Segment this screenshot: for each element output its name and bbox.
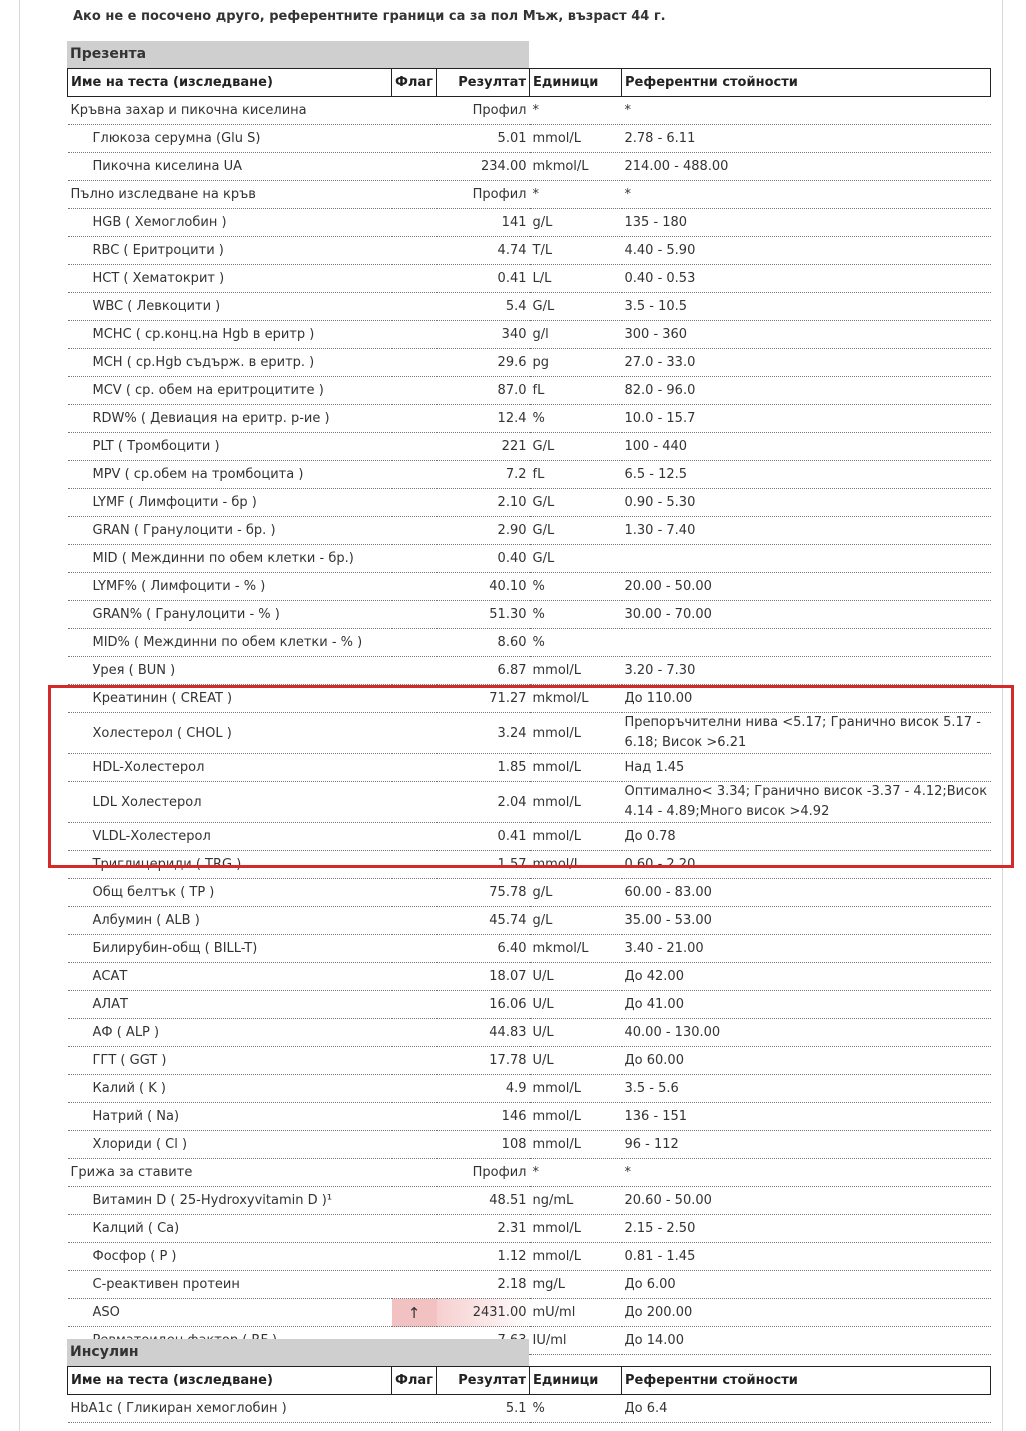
cell-result: 6.87 xyxy=(437,657,530,685)
cell-test-name: Пикочна киселина UA xyxy=(68,153,392,181)
table-row xyxy=(68,265,991,293)
cell-test-name: Витамин D ( 25-Hydroxyvitamin D )¹ xyxy=(68,1187,392,1215)
cell-reference: 0.81 - 1.45 xyxy=(622,1243,991,1271)
cell-test-name: Креатинин ( CREAT ) xyxy=(68,685,392,713)
cell-reference: До 60.00 xyxy=(622,1047,991,1075)
table-row xyxy=(68,851,991,879)
table-header-row xyxy=(68,69,991,97)
cell-test-name: Триглицериди ( TRG ) xyxy=(68,851,392,879)
cell-result: 234.00 xyxy=(437,153,530,181)
cell-result: 1.12 xyxy=(437,1243,530,1271)
high-flag-arrow-icon: ↑ xyxy=(392,1299,437,1327)
cell-result: 45.74 xyxy=(437,907,530,935)
cell-result: 0.41 xyxy=(437,823,530,851)
cell-result: Профил xyxy=(437,1159,530,1187)
cell-reference: До 42.00 xyxy=(622,963,991,991)
table-row xyxy=(68,1271,991,1299)
cell-units: fL xyxy=(530,377,622,405)
cell-result: 2.10 xyxy=(437,489,530,517)
cell-result: 4.9 xyxy=(437,1075,530,1103)
cell-result: 71.27 xyxy=(437,685,530,713)
cell-flag xyxy=(392,125,437,153)
table-row xyxy=(68,489,991,517)
table-row xyxy=(68,321,991,349)
cell-test-name: MID% ( Междинни по обем клетки - % ) xyxy=(68,629,392,657)
cell-flag xyxy=(392,181,437,209)
cell-units: % xyxy=(530,573,622,601)
table-row xyxy=(68,935,991,963)
cell-test-name: Кръвна захар и пикочна киселина xyxy=(68,97,392,125)
table-row xyxy=(68,405,991,433)
cell-reference: 35.00 - 53.00 xyxy=(622,907,991,935)
cell-test-name: Фосфор ( P ) xyxy=(68,1243,392,1271)
cell-flag xyxy=(392,97,437,125)
cell-flag xyxy=(392,879,437,907)
table-row xyxy=(68,573,991,601)
cell-units: mmol/L xyxy=(530,782,622,823)
cell-reference xyxy=(622,545,991,573)
table-row xyxy=(68,1159,991,1187)
cell-reference: Оптимално< 3.34; Гранично висок -3.37 - 4.12;Висок 4.14 - 4.89;Много висок >4.92 xyxy=(622,782,991,823)
cell-test-name: MCH ( ср.Hgb съдърж. в еритр. ) xyxy=(68,349,392,377)
table-row xyxy=(68,1243,991,1271)
results-table-prezenta xyxy=(67,68,991,1355)
table-row xyxy=(68,433,991,461)
cell-flag xyxy=(392,963,437,991)
cell-result: 3.24 xyxy=(437,713,530,754)
cell-flag xyxy=(392,1243,437,1271)
cell-units: U/L xyxy=(530,963,622,991)
cell-result: 340 xyxy=(437,321,530,349)
table-row xyxy=(68,517,991,545)
cell-flag xyxy=(392,782,437,823)
cell-flag xyxy=(392,601,437,629)
cell-units: U/L xyxy=(530,1047,622,1075)
cell-flag xyxy=(392,265,437,293)
table-row xyxy=(68,991,991,1019)
cell-flag xyxy=(392,349,437,377)
table-row xyxy=(68,1187,991,1215)
cell-test-name: RBC ( Еритроцити ) xyxy=(68,237,392,265)
table-row xyxy=(68,1075,991,1103)
cell-result: 5.4 xyxy=(437,293,530,321)
cell-units: mmol/L xyxy=(530,1103,622,1131)
table-row xyxy=(68,125,991,153)
cell-units: pg xyxy=(530,349,622,377)
cell-test-name: Холестерол ( CHOL ) xyxy=(68,713,392,754)
cell-reference: * xyxy=(622,181,991,209)
cell-reference: До 0.78 xyxy=(622,823,991,851)
cell-flag xyxy=(392,433,437,461)
cell-units: T/L xyxy=(530,237,622,265)
cell-reference: До 6.4 xyxy=(622,1395,991,1423)
cell-reference: 0.40 - 0.53 xyxy=(622,265,991,293)
table-row xyxy=(68,782,991,823)
table-row xyxy=(68,293,991,321)
cell-test-name: LYMF% ( Лимфоцити - % ) xyxy=(68,573,392,601)
cell-units: G/L xyxy=(530,545,622,573)
cell-test-name: АЛАТ xyxy=(68,991,392,1019)
cell-result: 44.83 xyxy=(437,1019,530,1047)
cell-test-name: MPV ( ср.обем на тромбоцита ) xyxy=(68,461,392,489)
table-row xyxy=(68,685,991,713)
cell-units: mmol/L xyxy=(530,851,622,879)
cell-units: % xyxy=(530,405,622,433)
cell-flag xyxy=(392,573,437,601)
cell-result: 2.31 xyxy=(437,1215,530,1243)
cell-units: % xyxy=(530,629,622,657)
cell-result: 2.04 xyxy=(437,782,530,823)
cell-reference: 135 - 180 xyxy=(622,209,991,237)
cell-flag xyxy=(392,1159,437,1187)
cell-reference xyxy=(622,629,991,657)
cell-units: g/L xyxy=(530,879,622,907)
cell-test-name: PLT ( Тромбоцити ) xyxy=(68,433,392,461)
cell-units: mkmol/L xyxy=(530,685,622,713)
cell-result: Профил xyxy=(437,181,530,209)
page-frame-left xyxy=(19,0,20,1431)
cell-test-name: GRAN% ( Гранулоцити - % ) xyxy=(68,601,392,629)
cell-flag xyxy=(392,754,437,782)
cell-flag xyxy=(392,489,437,517)
cell-test-name: Натрий ( Na) xyxy=(68,1103,392,1131)
cell-result: 108 xyxy=(437,1131,530,1159)
table-row xyxy=(68,209,991,237)
cell-reference: 1.30 - 7.40 xyxy=(622,517,991,545)
table-row xyxy=(68,823,991,851)
cell-flag xyxy=(392,293,437,321)
cell-reference: * xyxy=(622,97,991,125)
header-result: Резултат xyxy=(437,69,530,97)
cell-test-name: HbA1c ( Гликиран хемоглобин ) xyxy=(68,1395,392,1423)
cell-test-name: АСАТ xyxy=(68,963,392,991)
cell-reference: 136 - 151 xyxy=(622,1103,991,1131)
cell-test-name: АФ ( ALP ) xyxy=(68,1019,392,1047)
cell-units: mkmol/L xyxy=(530,935,622,963)
cell-test-name: Хлориди ( Cl ) xyxy=(68,1131,392,1159)
cell-result: 146 xyxy=(437,1103,530,1131)
table-row xyxy=(68,657,991,685)
cell-flag xyxy=(392,991,437,1019)
cell-flag xyxy=(392,1395,437,1423)
cell-flag xyxy=(392,907,437,935)
cell-result: 2.18 xyxy=(437,1271,530,1299)
cell-test-name: Урея ( BUN ) xyxy=(68,657,392,685)
cell-reference: До 14.00 xyxy=(622,1327,991,1355)
cell-result: 7.2 xyxy=(437,461,530,489)
page-frame-right xyxy=(1002,0,1003,1431)
cell-result: 87.0 xyxy=(437,377,530,405)
cell-test-name: Общ белтък ( TP ) xyxy=(68,879,392,907)
table-row xyxy=(68,461,991,489)
cell-result: 141 xyxy=(437,209,530,237)
cell-test-name: HDL-Холестерол xyxy=(68,754,392,782)
cell-result: 6.40 xyxy=(437,935,530,963)
cell-flag xyxy=(392,657,437,685)
cell-flag xyxy=(392,1215,437,1243)
cell-result: 75.78 xyxy=(437,879,530,907)
cell-test-name: HCT ( Хематокрит ) xyxy=(68,265,392,293)
cell-units: U/L xyxy=(530,1019,622,1047)
cell-result: 1.85 xyxy=(437,754,530,782)
table-row xyxy=(68,97,991,125)
table-row xyxy=(68,237,991,265)
cell-test-name: WBC ( Левкоцити ) xyxy=(68,293,392,321)
cell-reference: 0.90 - 5.30 xyxy=(622,489,991,517)
cell-reference: 4.40 - 5.90 xyxy=(622,237,991,265)
cell-reference: 3.40 - 21.00 xyxy=(622,935,991,963)
cell-units: g/l xyxy=(530,321,622,349)
cell-reference: 300 - 360 xyxy=(622,321,991,349)
table-row xyxy=(68,1395,991,1423)
table-row xyxy=(68,1019,991,1047)
cell-reference: 100 - 440 xyxy=(622,433,991,461)
cell-reference: 60.00 - 83.00 xyxy=(622,879,991,907)
cell-units: U/L xyxy=(530,991,622,1019)
cell-test-name: Грижа за ставите xyxy=(68,1159,392,1187)
cell-test-name: RDW% ( Девиация на еритр. р-ие ) xyxy=(68,405,392,433)
cell-result: 17.78 xyxy=(437,1047,530,1075)
header-result: Резултат xyxy=(437,1367,530,1395)
cell-units: mmol/L xyxy=(530,1075,622,1103)
cell-test-name: LDL Холестерол xyxy=(68,782,392,823)
cell-flag xyxy=(392,321,437,349)
table-row xyxy=(68,377,991,405)
cell-test-name: MCV ( ср. обем на еритроцитите ) xyxy=(68,377,392,405)
cell-reference: 96 - 112 xyxy=(622,1131,991,1159)
cell-units: mg/L xyxy=(530,1271,622,1299)
table-row xyxy=(68,181,991,209)
cell-result: 4.74 xyxy=(437,237,530,265)
cell-units: g/L xyxy=(530,209,622,237)
table-row xyxy=(68,1131,991,1159)
header-units: Единици xyxy=(530,69,622,97)
section-title-insulin: Инсулин xyxy=(67,1339,529,1366)
cell-test-name: Билирубин-общ ( BILL-T) xyxy=(68,935,392,963)
cell-units: G/L xyxy=(530,293,622,321)
cell-test-name: Албумин ( ALB ) xyxy=(68,907,392,935)
results-table-insulin xyxy=(67,1366,991,1423)
cell-test-name: MID ( Междинни по обем клетки - бр.) xyxy=(68,545,392,573)
cell-flag xyxy=(392,1131,437,1159)
table-row xyxy=(68,153,991,181)
cell-flag xyxy=(392,461,437,489)
cell-result: 16.06 xyxy=(437,991,530,1019)
cell-reference: 3.20 - 7.30 xyxy=(622,657,991,685)
cell-reference: 3.5 - 5.6 xyxy=(622,1075,991,1103)
cell-units: g/L xyxy=(530,907,622,935)
cell-reference: До 41.00 xyxy=(622,991,991,1019)
cell-result: 0.41 xyxy=(437,265,530,293)
cell-result: 51.30 xyxy=(437,601,530,629)
cell-units: ng/mL xyxy=(530,1187,622,1215)
header-ref: Референтни стойности xyxy=(622,1367,991,1395)
cell-result: 221 xyxy=(437,433,530,461)
table-row xyxy=(68,629,991,657)
cell-units: % xyxy=(530,601,622,629)
cell-result: 18.07 xyxy=(437,963,530,991)
cell-flag xyxy=(392,713,437,754)
cell-units: mmol/L xyxy=(530,1131,622,1159)
cell-reference: 2.15 - 2.50 xyxy=(622,1215,991,1243)
cell-flag xyxy=(392,1047,437,1075)
cell-flag xyxy=(392,1075,437,1103)
cell-reference: 30.00 - 70.00 xyxy=(622,601,991,629)
header-ref: Референтни стойности xyxy=(622,69,991,97)
table-row xyxy=(68,879,991,907)
cell-test-name: GRAN ( Гранулоцити - бр. ) xyxy=(68,517,392,545)
cell-flag xyxy=(392,823,437,851)
cell-result: 8.60 xyxy=(437,629,530,657)
cell-test-name: Калий ( K ) xyxy=(68,1075,392,1103)
cell-units: mmol/L xyxy=(530,125,622,153)
table-row xyxy=(68,907,991,935)
cell-units: mkmol/L xyxy=(530,153,622,181)
cell-units: mmol/L xyxy=(530,754,622,782)
table-row xyxy=(68,1299,991,1327)
cell-flag xyxy=(392,851,437,879)
cell-units: * xyxy=(530,1159,622,1187)
cell-result: 48.51 xyxy=(437,1187,530,1215)
cell-reference: До 200.00 xyxy=(622,1299,991,1327)
cell-test-name: LYMF ( Лимфоцити - бр ) xyxy=(68,489,392,517)
cell-reference: 214.00 - 488.00 xyxy=(622,153,991,181)
cell-units: IU/ml xyxy=(530,1327,622,1355)
section-title-prezenta: Презента xyxy=(67,41,529,68)
cell-reference: Препоръчителни нива <5.17; Гранично висок 5.17 - 6.18; Висок >6.21 xyxy=(622,713,991,754)
cell-flag xyxy=(392,1187,437,1215)
cell-units: * xyxy=(530,97,622,125)
cell-units: G/L xyxy=(530,433,622,461)
cell-units: mmol/L xyxy=(530,713,622,754)
cell-flag xyxy=(392,545,437,573)
cell-result: 5.01 xyxy=(437,125,530,153)
cell-units: fL xyxy=(530,461,622,489)
table-row xyxy=(68,601,991,629)
table-row xyxy=(68,713,991,754)
cell-reference: 2.78 - 6.11 xyxy=(622,125,991,153)
cell-units: L/L xyxy=(530,265,622,293)
cell-flag xyxy=(392,1271,437,1299)
cell-flag xyxy=(392,685,437,713)
cell-units: G/L xyxy=(530,517,622,545)
table-header-row xyxy=(68,1367,991,1395)
cell-reference: 40.00 - 130.00 xyxy=(622,1019,991,1047)
cell-reference: 0.60 - 2.20 xyxy=(622,851,991,879)
cell-test-name: Калций ( Ca) xyxy=(68,1215,392,1243)
cell-test-name: MCHC ( ср.конц.на Hgb в еритр ) xyxy=(68,321,392,349)
cell-reference: 82.0 - 96.0 xyxy=(622,377,991,405)
cell-units: mmol/L xyxy=(530,823,622,851)
table-row xyxy=(68,1215,991,1243)
cell-result: 0.40 xyxy=(437,545,530,573)
table-row xyxy=(68,1103,991,1131)
cell-reference: До 110.00 xyxy=(622,685,991,713)
cell-flag xyxy=(392,517,437,545)
cell-flag xyxy=(392,629,437,657)
header-flag: Флаг xyxy=(392,1367,437,1395)
cell-reference: 20.00 - 50.00 xyxy=(622,573,991,601)
cell-flag xyxy=(392,935,437,963)
header-name: Име на теста (изследване) xyxy=(68,69,392,97)
table-row xyxy=(68,1047,991,1075)
cell-flag xyxy=(392,209,437,237)
table-row xyxy=(68,754,991,782)
cell-units: G/L xyxy=(530,489,622,517)
cell-units: % xyxy=(530,1395,622,1423)
cell-flag xyxy=(392,377,437,405)
cell-flag xyxy=(392,1103,437,1131)
cell-result: 40.10 xyxy=(437,573,530,601)
cell-flag xyxy=(392,405,437,433)
header-units: Единици xyxy=(530,1367,622,1395)
cell-test-name: Глюкоза серумна (Glu S) xyxy=(68,125,392,153)
cell-test-name: VLDL-Холестерол xyxy=(68,823,392,851)
cell-reference: До 6.00 xyxy=(622,1271,991,1299)
cell-units: mU/ml xyxy=(530,1299,622,1327)
cell-test-name: Пълно изследване на кръв xyxy=(68,181,392,209)
cell-result: 2431.00 xyxy=(437,1299,530,1327)
cell-reference: * xyxy=(622,1159,991,1187)
cell-result: 29.6 xyxy=(437,349,530,377)
cell-reference: 6.5 - 12.5 xyxy=(622,461,991,489)
cell-result: 12.4 xyxy=(437,405,530,433)
cell-result: 2.90 xyxy=(437,517,530,545)
cell-units: mmol/L xyxy=(530,1215,622,1243)
cell-result: 1.57 xyxy=(437,851,530,879)
header-name: Име на теста (изследване) xyxy=(68,1367,392,1395)
cell-reference: 3.5 - 10.5 xyxy=(622,293,991,321)
header-flag: Флаг xyxy=(392,69,437,97)
cell-test-name: С-реактивен протеин xyxy=(68,1271,392,1299)
cell-flag xyxy=(392,1019,437,1047)
cell-reference: 27.0 - 33.0 xyxy=(622,349,991,377)
cell-units: mmol/L xyxy=(530,1243,622,1271)
cell-units: mmol/L xyxy=(530,657,622,685)
table-row xyxy=(68,963,991,991)
cell-reference: Над 1.45 xyxy=(622,754,991,782)
cell-flag xyxy=(392,237,437,265)
cell-flag xyxy=(392,153,437,181)
cell-test-name: ASO xyxy=(68,1299,392,1327)
cell-test-name: HGB ( Хемоглобин ) xyxy=(68,209,392,237)
table-row xyxy=(68,545,991,573)
cell-reference: 20.60 - 50.00 xyxy=(622,1187,991,1215)
cell-reference: 10.0 - 15.7 xyxy=(622,405,991,433)
cell-test-name: ГГТ ( GGT ) xyxy=(68,1047,392,1075)
reference-note: Ако не е посочено друго, референтните граници са за пол Мъж, възраст 44 г. xyxy=(73,9,666,24)
cell-result: 5.1 xyxy=(437,1395,530,1423)
table-row xyxy=(68,349,991,377)
cell-result: Профил xyxy=(437,97,530,125)
cell-units: * xyxy=(530,181,622,209)
